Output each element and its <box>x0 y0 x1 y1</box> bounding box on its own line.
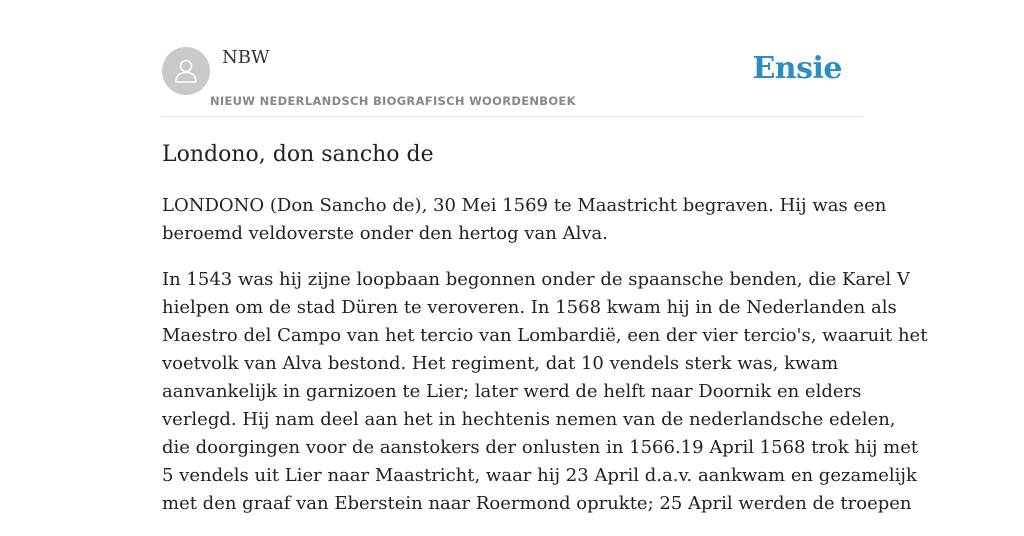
source-header <box>162 0 862 117</box>
brand-logo[interactable]: Ensie <box>752 51 842 86</box>
paragraph-line: met den graaf van Eberstein naar Roermond oprukte; 25 April werden de troepen <box>162 493 912 514</box>
person-icon <box>171 56 201 86</box>
paragraph-line: die doorgingen voor de aanstokers der onlusten in 1566.19 April 1568 trok hij met <box>162 437 919 458</box>
paragraph-line: Maestro del Campo van het tercio van Lombardië, een der vier tercio's, waaruit het <box>162 325 928 346</box>
source-subtitle: NIEUW NEDERLANDSCH BIOGRAFISCH WOORDENBOEK <box>210 94 576 108</box>
article-body <box>162 192 928 536</box>
paragraph-line: aanvankelijk in garnizoen te Lier; later werd de helft naar Doornik en elders <box>162 381 862 402</box>
paragraph-line: verlegd. Hij nam deel aan het in hechtenis nemen van de nederlandsche edelen, <box>162 409 896 430</box>
article-paragraph <box>162 192 887 248</box>
avatar[interactable] <box>162 47 210 95</box>
page-container <box>162 0 928 514</box>
paragraph-line: beroemd veldoverste onder den hertog van Alva. <box>162 223 608 244</box>
article-paragraph <box>162 266 928 518</box>
paragraph-line: In 1543 was hij zijne loopbaan begonnen onder de spaansche benden, die Karel V <box>162 269 910 290</box>
article-title: Londono, don sancho de <box>162 142 434 167</box>
paragraph-line: 5 vendels uit Lier naar Maastricht, waar hij 23 April d.a.v. aankwam en gezamelijk <box>162 465 917 486</box>
paragraph-line: hielpen om de stad Düren te veroveren. In 1568 kwam hij in de Nederlanden als <box>162 297 897 318</box>
paragraph-line: LONDONO (Don Sancho de), 30 Mei 1569 te Maastricht begraven. Hij was een <box>162 195 887 216</box>
source-name[interactable]: NBW <box>222 47 270 68</box>
paragraph-line: voetvolk van Alva bestond. Het regiment, dat 10 vendels sterk was, kwam <box>162 353 839 374</box>
